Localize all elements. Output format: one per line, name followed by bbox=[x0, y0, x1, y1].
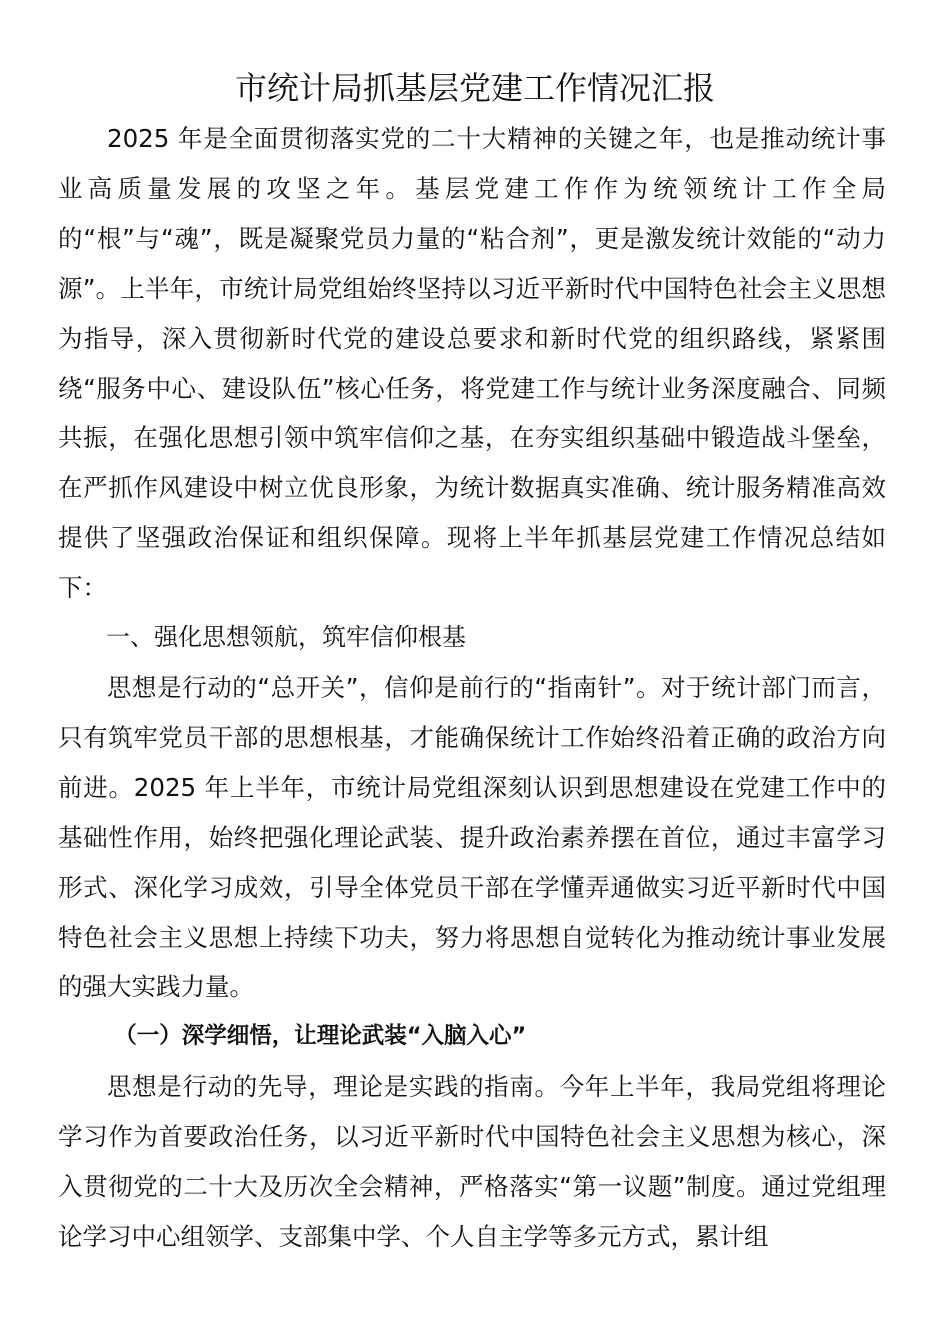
section-paragraph: 思想是行动的“总开关”，信仰是前行的“指南针”。对于统计部门而言，只有筑牢党员干部的思想根基，才能确保统计工作始终沿着正确的政治方向前进。2025 年上半年，市统计局党组深刻认识到思想建设在党建工作中的基础性作用，始终把强化理论武装、提升政治素养摆在首位，通过丰富学习形式、深化学习成效，引导全体党员干部在学懂弄通做实习近平新时代中国特色社会主义思想上持续下功夫，努力将思想自觉转化为推动统计事业发展的强大实践力量。 bbox=[58, 672, 886, 1002]
subsection-paragraph: 思想是行动的先导，理论是实践的指南。今年上半年，我局党组将理论学习作为首要政治任务，以习近平新时代中国特色社会主义思想为核心，深入贯彻党的二十大及历次全会精神，严格落实“第一议题”制度。通过党组理论学习中心组领学、支部集中学、个人自主学等多元方式，累计组 bbox=[58, 1072, 886, 1251]
document-title: 市统计局抓基层党建工作情况汇报 bbox=[234, 69, 715, 107]
intro-paragraph: 2025 年是全面贯彻落实党的二十大精神的关键之年，也是推动统计事业高质量发展的攻坚之年。基层党建工作作为统领统计工作全局的“根”与“魂”，既是凝聚党员力量的“粘合剂”，更是激发统计效能的“动力源”。上半年，市统计局党组始终坚持以习近平新时代中国特色社会主义思想为指导，深入贯彻新时代党的建设总要求和新时代党的组织路线，紧紧围绕“服务中心、建设队伍”核心任务，将党建工作与统计业务深度融合、同频共振，在强化思想引领中筑牢信仰之基，在夯实组织基础中锻造战斗堡垒，在严抓作风建设中树立优良形象，为统计数据真实准确、统计服务精准高效提供了坚强政治保证和组织保障。现将上半年抓基层党建工作情况总结如下： bbox=[58, 124, 886, 603]
section-heading: 一、强化思想领航，筑牢信仰根基 bbox=[106, 623, 466, 652]
document-body bbox=[58, 114, 886, 1262]
subsection-heading: （一）深学细悟，让理论武装“入脑入心” bbox=[114, 1023, 527, 1050]
